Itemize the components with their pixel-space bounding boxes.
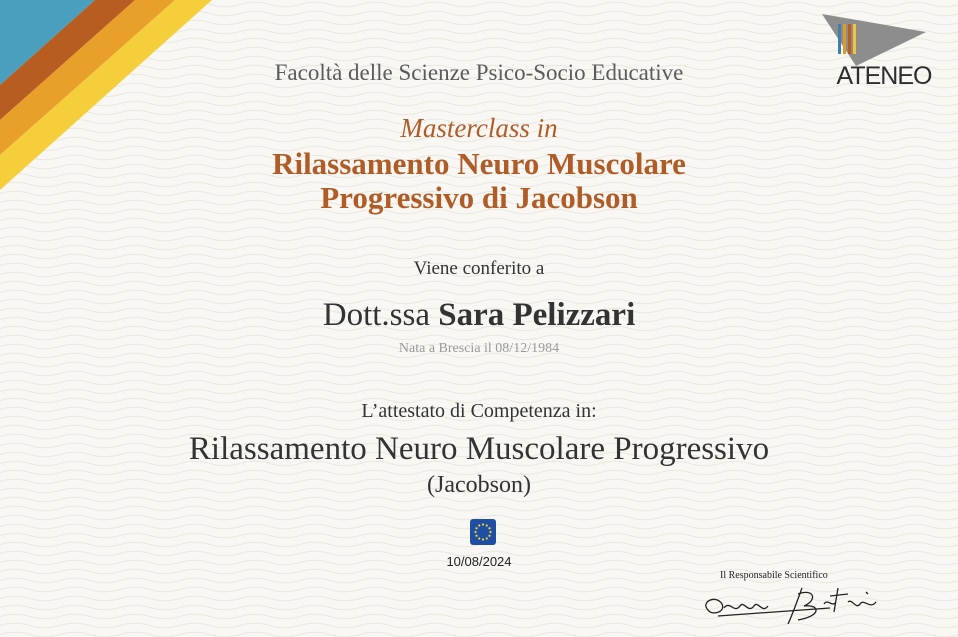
competence-subtitle: (Jacobson) — [427, 472, 531, 498]
eu-flag-icon — [470, 519, 496, 545]
issue-date: 10/08/2024 — [446, 554, 512, 569]
attestato-label: L’attestato di Competenza in: — [361, 400, 597, 422]
masterclass-label: Masterclass in — [400, 113, 558, 143]
recipient — [0, 297, 958, 334]
competence-title: Rilassamento Neuro Muscolare Progressivo — [188, 431, 770, 467]
recipient-prefix: Dott.ssa — [322, 297, 430, 333]
conferred-text: Viene conferito a — [413, 258, 545, 279]
birth-info: Nata a Brescia il 08/12/1984 — [398, 341, 560, 356]
faculty-name: Facoltà delle Scienze Psico-Socio Educative — [274, 60, 684, 85]
signature-image — [698, 580, 898, 628]
course-title-line2: Progressivo di Jacobson — [320, 180, 638, 215]
course-title-line1: Rilassamento Neuro Muscolare — [272, 146, 686, 181]
signature-label: Il Responsabile Scientifico — [720, 570, 828, 581]
logo-text: ATENEO — [836, 62, 932, 90]
course-title — [0, 147, 958, 215]
recipient-name: Sara Pelizzari — [438, 297, 636, 333]
